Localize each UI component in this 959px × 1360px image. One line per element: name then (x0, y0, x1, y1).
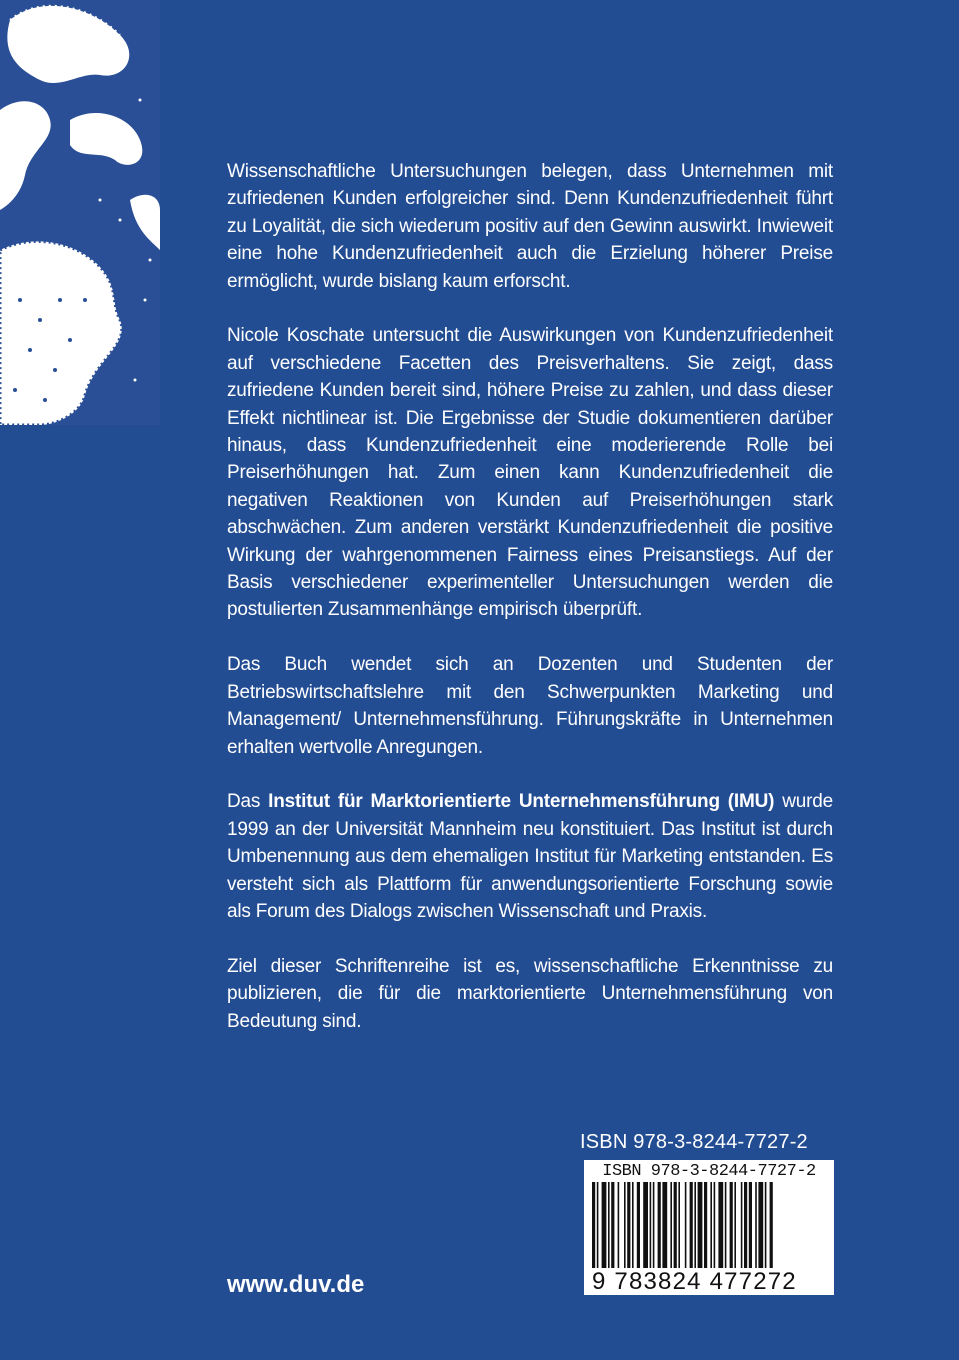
website-url: www.duv.de (227, 1271, 365, 1298)
paragraph-series: Ziel dieser Schriftenreihe ist es, wissenschaftliche Erkenntnisse zu publizieren, die für die marktorientierte Unternehmensführung von Bedeutung sind. (227, 955, 833, 1032)
imu-rest: wurde 1999 an der Universität Mannheim neu konstituiert. Das Institut ist durch Umbenennung aus dem ehemaligen Institut für Marketing entstanden. Es versteht sich als Plattform für anwendungsorientierte Forschung sowie als Forum des Dialogs zwischen Wissenschaft und Praxis. (227, 791, 834, 922)
isbn-label: ISBN 978-3-8244-7727-2 (580, 1131, 808, 1153)
barcode-bars-icon (590, 1182, 828, 1268)
imu-name: Institut für Marktorientierte Unternehmensführung (IMU) (268, 791, 775, 813)
paragraph-study: Nicole Koschate untersucht die Auswirkungen von Kundenzufriedenheit auf verschiedene Facetten des Preisverhaltens. Sie zeigt, dass zufriedene Kunden bereit sind, höhere Preise zu zahlen, und dass dieser Effekt nichtlinear ist. Die Ergebnisse der Studie dokumentieren darüber hinaus, dass Kundenzufriedenheit eine moderierende Rolle bei Preiserhöhungen hat. Zum einen kann Kundenzufriedenheit die negativen Reaktionen von Kunden auf Preiserhöhungen stark abschwächen. Zum anderen verstärkt Kundenzufriedenheit die positive Wirkung der wahrgenommenen Fairness eines Preisanstiegs. Auf der Basis verschiedener experimenteller Untersuchungen werden die postulierten Zusammenhänge empirisch überprüft. (227, 325, 833, 621)
paragraph-intro: Wissenschaftliche Untersuchungen belegen, dass Unternehmen mit zufriedenen Kunden erfolgreicher sind. Denn Kundenzufriedenheit führt zu Loyalität, die sich wiederum positiv auf den Gewinn auswirkt. Inwieweit eine hohe Kundenzufriedenheit auch die Erzielung höherer Preise ermöglicht, wurde bislang kaum erforscht. (227, 161, 833, 292)
barcode (584, 1160, 834, 1295)
barcode-isbn-text: ISBN 978-3-8244-7727-2 (602, 1162, 816, 1181)
paragraph-audience: Das Buch wendet sich an Dozenten und Studenten der Betriebswirtschaftslehre mit den Schwerpunkten Marketing und Management/ Unternehmensführung. Führungskräfte in Unternehmen erhalten wertvolle Anregungen. (227, 654, 833, 758)
globe-illustration (0, 0, 160, 425)
paragraph-institute (227, 788, 833, 925)
back-cover-text (227, 158, 833, 1062)
barcode-digits: 9 783824 477272 (592, 1268, 797, 1295)
imu-lead: Das (227, 791, 269, 813)
